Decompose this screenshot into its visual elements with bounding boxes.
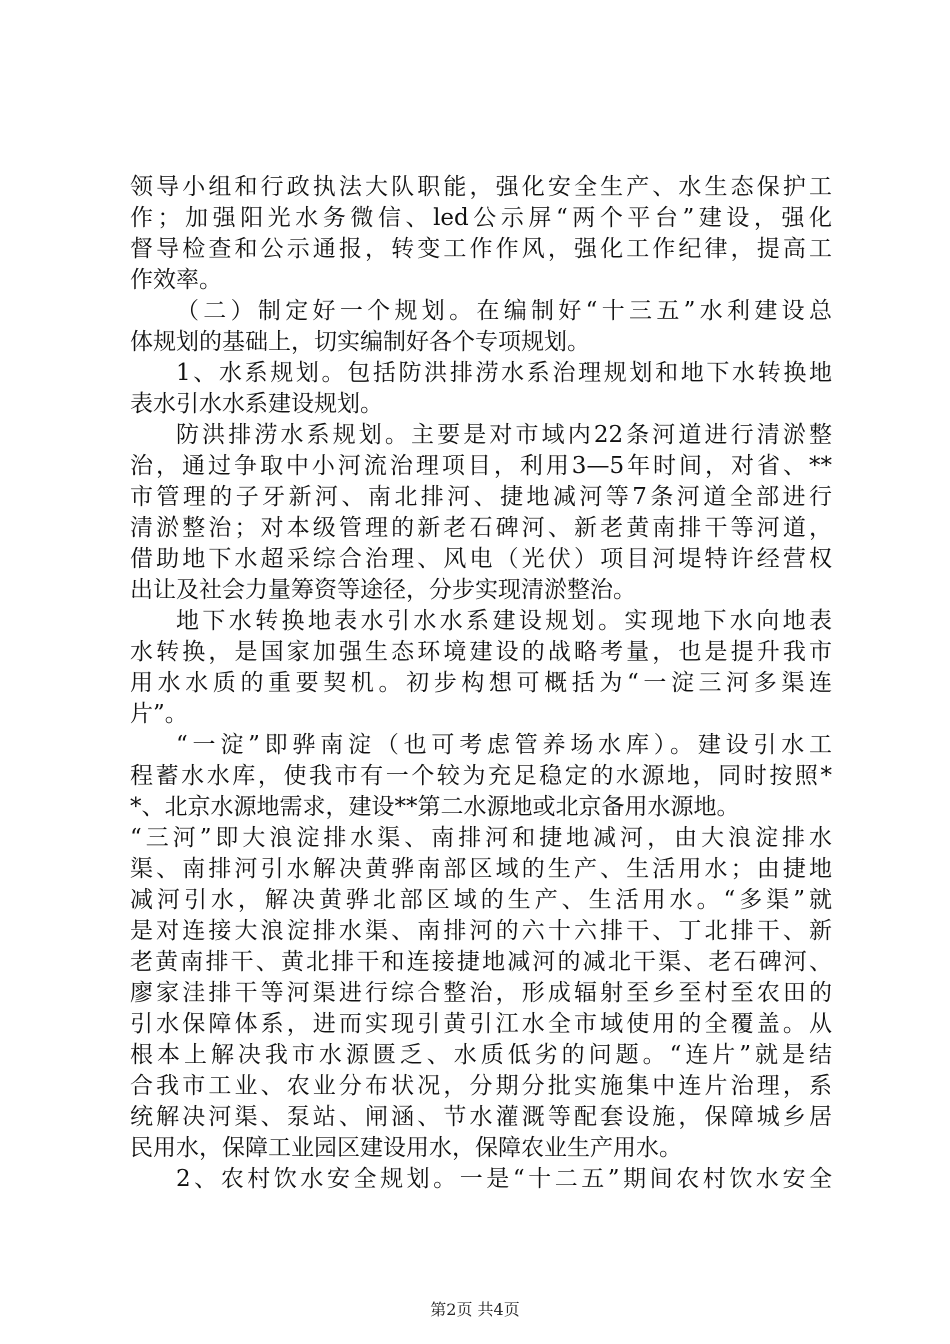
text-line: 作效率。: [130, 267, 222, 293]
text-line: 程蓄水水库，使我市有一个较为充足稳定的水源地，同时按照*: [130, 763, 832, 789]
text-line: 减河引水，解决黄骅北部区域的生产、生活用水。“多渠”就: [130, 887, 832, 913]
text-line: 清淤整治；对本级管理的新老石碑河、新老黄南排干等河道，: [130, 515, 832, 541]
text-line: 防洪排涝水系规划。主要是对市域内22条河道进行清淤整: [176, 422, 832, 448]
text-line: 水转换，是国家加强生态环境建设的战略考量，也是提升我市: [130, 639, 832, 665]
text-line: “三河”即大浪淀排水渠、南排河和捷地减河，由大浪淀排水: [130, 825, 832, 851]
page-footer: 第2页 共4页: [430, 1300, 520, 1319]
text-line: 合我市工业、农业分布状况，分期分批实施集中连片治理，系: [130, 1073, 832, 1099]
text-line: 根本上解决我市水源匮乏、水质低劣的问题。“连片”就是结: [130, 1042, 832, 1068]
text-line: 督导检查和公示通报，转变工作作风，强化工作纪律，提高工: [130, 236, 832, 262]
text-line: 1、水系规划。包括防洪排涝水系治理规划和地下水转换地: [176, 360, 832, 386]
text-line: 治，通过争取中小河流治理项目，利用3—5年时间，对省、**: [130, 453, 832, 479]
text-line: （二）制定好一个规划。在编制好“十三五”水利建设总: [176, 298, 832, 324]
text-line: 片”。: [130, 701, 188, 727]
text-line: 渠、南排河引水解决黄骅南部区域的生产、生活用水；由捷地: [130, 856, 832, 882]
text-line: 表水引水水系建设规划。: [130, 391, 383, 417]
text-line: 民用水，保障工业园区建设用水，保障农业生产用水。: [130, 1135, 682, 1161]
text-line: 用水水质的重要契机。初步构想可概括为“一淀三河多渠连: [130, 670, 832, 696]
text-line: 领导小组和行政执法大队职能，强化安全生产、水生态保护工: [130, 174, 832, 200]
text-line: *、北京水源地需求，建设**第二水源地或北京备用水源地。: [130, 794, 740, 820]
text-line: 2、农村饮水安全规划。一是“十二五”期间农村饮水安全: [176, 1166, 832, 1192]
text-line: 体规划的基础上，切实编制好各个专项规划。: [130, 329, 590, 355]
text-line: 借助地下水超采综合治理、风电（光伏）项目河堤特许经营权: [130, 546, 832, 572]
text-line: 廖家洼排干等河渠进行综合整治，形成辐射至乡至村至农田的: [130, 980, 832, 1006]
text-line: 地下水转换地表水引水水系建设规划。实现地下水向地表: [176, 608, 832, 634]
text-line: 引水保障体系，进而实现引黄引江水全市域使用的全覆盖。从: [130, 1011, 832, 1037]
text-line: 出让及社会力量筹资等途径，分步实现清淤整治。: [130, 577, 636, 603]
text-line: 作；加强阳光水务微信、led公示屏“两个平台”建设，强化: [130, 205, 832, 231]
text-line: “一淀”即骅南淀（也可考虑管养场水库）。建设引水工: [176, 732, 832, 758]
text-line: 统解决河渠、泵站、闸涵、节水灌溉等配套设施，保障城乡居: [130, 1104, 832, 1130]
text-line: 市管理的子牙新河、南北排河、捷地减河等7条河道全部进行: [130, 484, 832, 510]
text-line: 是对连接大浪淀排水渠、南排河的六十六排干、丁北排干、新: [130, 918, 832, 944]
text-line: 老黄南排干、黄北排干和连接捷地减河的减北干渠、老石碑河、: [130, 949, 832, 975]
